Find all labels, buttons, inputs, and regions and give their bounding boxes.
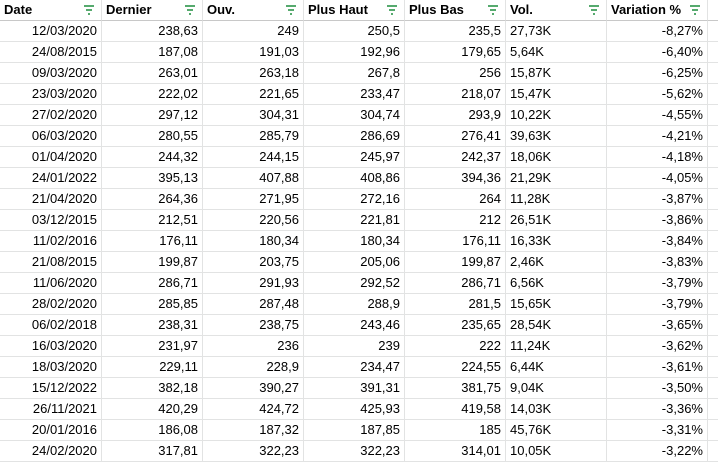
cell-vol[interactable]: 39,63K <box>506 126 607 147</box>
cell-plus-haut[interactable]: 267,8 <box>304 63 405 84</box>
cell-variation[interactable]: -3,62% <box>607 336 708 357</box>
cell-ouv[interactable]: 304,31 <box>203 105 304 126</box>
header-label-date: Date <box>4 2 33 17</box>
empty-cell[interactable] <box>708 336 718 357</box>
header-label-dernier: Dernier <box>106 2 152 17</box>
table-row <box>0 315 718 336</box>
cell-ouv[interactable]: 228,9 <box>203 357 304 378</box>
header-cell-variation[interactable] <box>607 0 708 21</box>
cell-vol[interactable]: 14,03K <box>506 399 607 420</box>
cell-vol[interactable]: 45,76K <box>506 420 607 441</box>
cell-ouv[interactable]: 238,75 <box>203 315 304 336</box>
empty-cell[interactable] <box>708 378 718 399</box>
table-row <box>0 336 718 357</box>
table-row <box>0 231 718 252</box>
cell-variation[interactable]: -6,40% <box>607 42 708 63</box>
cell-date[interactable]: 21/04/2020 <box>0 189 102 210</box>
cell-vol[interactable]: 26,51K <box>506 210 607 231</box>
cell-variation[interactable]: -3,61% <box>607 357 708 378</box>
cell-plus-haut[interactable]: 288,9 <box>304 294 405 315</box>
empty-cell[interactable] <box>708 315 718 336</box>
cell-ouv[interactable]: 191,03 <box>203 42 304 63</box>
cell-date[interactable]: 15/12/2022 <box>0 378 102 399</box>
empty-cell[interactable] <box>708 399 718 420</box>
cell-dernier[interactable]: 222,02 <box>102 84 203 105</box>
cell-plus-haut[interactable]: 180,34 <box>304 231 405 252</box>
cell-plus-haut[interactable]: 239 <box>304 336 405 357</box>
empty-cell[interactable] <box>708 126 718 147</box>
cell-dernier[interactable]: 297,12 <box>102 105 203 126</box>
cell-dernier[interactable]: 238,31 <box>102 315 203 336</box>
cell-variation[interactable]: -4,55% <box>607 105 708 126</box>
cell-plus-bas[interactable]: 276,41 <box>405 126 506 147</box>
cell-dernier[interactable]: 382,18 <box>102 378 203 399</box>
cell-plus-bas[interactable]: 314,01 <box>405 441 506 462</box>
cell-vol[interactable]: 10,22K <box>506 105 607 126</box>
cell-plus-bas[interactable]: 185 <box>405 420 506 441</box>
cell-plus-bas[interactable]: 281,5 <box>405 294 506 315</box>
cell-vol[interactable]: 6,44K <box>506 357 607 378</box>
cell-ouv[interactable]: 220,56 <box>203 210 304 231</box>
cell-ouv[interactable]: 203,75 <box>203 252 304 273</box>
empty-cell[interactable] <box>708 168 718 189</box>
table-row <box>0 168 718 189</box>
cell-ouv[interactable]: 322,23 <box>203 441 304 462</box>
cell-plus-haut[interactable]: 304,74 <box>304 105 405 126</box>
cell-plus-bas[interactable]: 286,71 <box>405 273 506 294</box>
cell-date[interactable]: 06/02/2018 <box>0 315 102 336</box>
cell-dernier[interactable]: 199,87 <box>102 252 203 273</box>
cell-ouv[interactable]: 407,88 <box>203 168 304 189</box>
cell-ouv[interactable]: 424,72 <box>203 399 304 420</box>
header-cell-ouv[interactable] <box>203 0 304 21</box>
cell-vol[interactable]: 18,06K <box>506 147 607 168</box>
cell-dernier[interactable]: 286,71 <box>102 273 203 294</box>
empty-cell[interactable] <box>708 63 718 84</box>
cell-plus-bas[interactable]: 235,5 <box>405 21 506 42</box>
empty-cell[interactable] <box>708 21 718 42</box>
cell-ouv[interactable]: 287,48 <box>203 294 304 315</box>
cell-variation[interactable]: -3,87% <box>607 189 708 210</box>
cell-plus-haut[interactable]: 221,81 <box>304 210 405 231</box>
filter-icon[interactable] <box>588 4 600 16</box>
cell-vol[interactable]: 11,28K <box>506 189 607 210</box>
cell-vol[interactable]: 27,73K <box>506 21 607 42</box>
cell-ouv[interactable]: 180,34 <box>203 231 304 252</box>
cell-dernier[interactable]: 395,13 <box>102 168 203 189</box>
filter-icon[interactable] <box>689 4 701 16</box>
cell-plus-haut[interactable]: 233,47 <box>304 84 405 105</box>
cell-variation[interactable]: -3,79% <box>607 294 708 315</box>
cell-vol[interactable]: 16,33K <box>506 231 607 252</box>
empty-cell[interactable] <box>708 189 718 210</box>
cell-ouv[interactable]: 271,95 <box>203 189 304 210</box>
cell-date[interactable]: 03/12/2015 <box>0 210 102 231</box>
cell-variation[interactable]: -3,79% <box>607 273 708 294</box>
cell-variation[interactable]: -6,25% <box>607 63 708 84</box>
cell-vol[interactable]: 11,24K <box>506 336 607 357</box>
table-row <box>0 42 718 63</box>
cell-plus-bas[interactable]: 218,07 <box>405 84 506 105</box>
table-row <box>0 84 718 105</box>
filter-icon[interactable] <box>285 4 297 16</box>
cell-date[interactable]: 09/03/2020 <box>0 63 102 84</box>
filter-icon[interactable] <box>83 4 95 16</box>
cell-date[interactable]: 21/08/2015 <box>0 252 102 273</box>
cell-plus-bas[interactable]: 224,55 <box>405 357 506 378</box>
table-row <box>0 210 718 231</box>
cell-plus-bas[interactable]: 199,87 <box>405 252 506 273</box>
cell-ouv[interactable]: 187,32 <box>203 420 304 441</box>
cell-date[interactable]: 27/02/2020 <box>0 105 102 126</box>
empty-cell[interactable] <box>708 357 718 378</box>
cell-plus-haut[interactable]: 234,47 <box>304 357 405 378</box>
cell-plus-bas[interactable]: 176,11 <box>405 231 506 252</box>
filter-icon[interactable] <box>184 4 196 16</box>
empty-cell[interactable] <box>708 84 718 105</box>
cell-plus-bas[interactable]: 179,65 <box>405 42 506 63</box>
cell-date[interactable]: 18/03/2020 <box>0 357 102 378</box>
cell-plus-bas[interactable]: 222 <box>405 336 506 357</box>
cell-date[interactable]: 24/01/2022 <box>0 168 102 189</box>
header-label-ouv: Ouv. <box>207 2 235 17</box>
cell-variation[interactable]: -3,31% <box>607 420 708 441</box>
cell-dernier[interactable]: 212,51 <box>102 210 203 231</box>
table-row <box>0 357 718 378</box>
cell-dernier[interactable]: 229,11 <box>102 357 203 378</box>
cell-vol[interactable]: 9,04K <box>506 378 607 399</box>
header-cell-dernier[interactable] <box>102 0 203 21</box>
empty-cell[interactable] <box>708 231 718 252</box>
cell-plus-bas[interactable]: 394,36 <box>405 168 506 189</box>
header-cell-plus-haut[interactable] <box>304 0 405 21</box>
cell-variation[interactable]: -8,27% <box>607 21 708 42</box>
cell-vol[interactable]: 15,87K <box>506 63 607 84</box>
cell-plus-haut[interactable]: 192,96 <box>304 42 405 63</box>
header-label-plus-bas: Plus Bas <box>409 2 464 17</box>
cell-plus-haut[interactable]: 243,46 <box>304 315 405 336</box>
cell-dernier[interactable]: 317,81 <box>102 441 203 462</box>
cell-date[interactable]: 01/04/2020 <box>0 147 102 168</box>
cell-plus-bas[interactable]: 381,75 <box>405 378 506 399</box>
cell-plus-haut[interactable]: 205,06 <box>304 252 405 273</box>
header-label-variation: Variation % <box>611 2 682 17</box>
table-row <box>0 273 718 294</box>
cell-variation[interactable]: -3,22% <box>607 441 708 462</box>
cell-date[interactable]: 11/02/2016 <box>0 231 102 252</box>
cell-date[interactable]: 28/02/2020 <box>0 294 102 315</box>
cell-variation[interactable]: -5,62% <box>607 84 708 105</box>
table-row <box>0 294 718 315</box>
cell-date[interactable]: 24/02/2020 <box>0 441 102 462</box>
table-row <box>0 105 718 126</box>
empty-cell[interactable] <box>708 42 718 63</box>
cell-plus-bas[interactable]: 256 <box>405 63 506 84</box>
table-row <box>0 126 718 147</box>
header-label-vol: Vol. <box>510 2 533 17</box>
cell-plus-haut[interactable]: 272,16 <box>304 189 405 210</box>
cell-plus-haut[interactable]: 408,86 <box>304 168 405 189</box>
cell-date[interactable]: 11/06/2020 <box>0 273 102 294</box>
cell-dernier[interactable]: 176,11 <box>102 231 203 252</box>
cell-date[interactable]: 20/01/2016 <box>0 420 102 441</box>
table-row <box>0 441 718 462</box>
empty-cell[interactable] <box>708 420 718 441</box>
header-cell-plus-bas[interactable] <box>405 0 506 21</box>
cell-variation[interactable]: -3,36% <box>607 399 708 420</box>
cell-ouv[interactable]: 249 <box>203 21 304 42</box>
cell-plus-bas[interactable]: 212 <box>405 210 506 231</box>
cell-plus-haut[interactable]: 250,5 <box>304 21 405 42</box>
cell-variation[interactable]: -3,50% <box>607 378 708 399</box>
cell-plus-bas[interactable]: 235,65 <box>405 315 506 336</box>
cell-dernier[interactable]: 420,29 <box>102 399 203 420</box>
cell-dernier[interactable]: 263,01 <box>102 63 203 84</box>
cell-plus-haut[interactable]: 292,52 <box>304 273 405 294</box>
cell-variation[interactable]: -3,84% <box>607 231 708 252</box>
cell-plus-bas[interactable]: 293,9 <box>405 105 506 126</box>
cell-ouv[interactable]: 263,18 <box>203 63 304 84</box>
cell-plus-bas[interactable]: 264 <box>405 189 506 210</box>
cell-vol[interactable]: 2,46K <box>506 252 607 273</box>
cell-plus-haut[interactable]: 391,31 <box>304 378 405 399</box>
cell-date[interactable]: 23/03/2020 <box>0 84 102 105</box>
cell-vol[interactable]: 10,05K <box>506 441 607 462</box>
cell-plus-haut[interactable]: 425,93 <box>304 399 405 420</box>
cell-dernier[interactable]: 238,63 <box>102 21 203 42</box>
table-row <box>0 147 718 168</box>
cell-vol[interactable]: 15,65K <box>506 294 607 315</box>
cell-vol[interactable]: 5,64K <box>506 42 607 63</box>
cell-dernier[interactable]: 244,32 <box>102 147 203 168</box>
table-row <box>0 63 718 84</box>
cell-plus-bas[interactable]: 419,58 <box>405 399 506 420</box>
empty-cell[interactable] <box>708 294 718 315</box>
cell-vol[interactable]: 28,54K <box>506 315 607 336</box>
cell-plus-bas[interactable]: 242,37 <box>405 147 506 168</box>
filter-icon[interactable] <box>487 4 499 16</box>
cell-plus-haut[interactable]: 322,23 <box>304 441 405 462</box>
table-row <box>0 420 718 441</box>
cell-vol[interactable]: 6,56K <box>506 273 607 294</box>
cell-plus-haut[interactable]: 286,69 <box>304 126 405 147</box>
empty-cell[interactable] <box>708 210 718 231</box>
empty-cell[interactable] <box>708 0 718 21</box>
cell-variation[interactable]: -3,65% <box>607 315 708 336</box>
cell-date[interactable]: 26/11/2021 <box>0 399 102 420</box>
cell-variation[interactable]: -4,21% <box>607 126 708 147</box>
empty-cell[interactable] <box>708 147 718 168</box>
header-label-plus-haut: Plus Haut <box>308 2 368 17</box>
table-row <box>0 252 718 273</box>
cell-date[interactable]: 24/08/2015 <box>0 42 102 63</box>
cell-vol[interactable]: 15,47K <box>506 84 607 105</box>
cell-dernier[interactable]: 280,55 <box>102 126 203 147</box>
empty-cell[interactable] <box>708 105 718 126</box>
header-cell-vol[interactable] <box>506 0 607 21</box>
cell-variation[interactable]: -4,05% <box>607 168 708 189</box>
cell-plus-haut[interactable]: 245,97 <box>304 147 405 168</box>
cell-variation[interactable]: -4,18% <box>607 147 708 168</box>
cell-date[interactable]: 06/03/2020 <box>0 126 102 147</box>
cell-dernier[interactable]: 187,08 <box>102 42 203 63</box>
cell-dernier[interactable]: 231,97 <box>102 336 203 357</box>
cell-ouv[interactable]: 244,15 <box>203 147 304 168</box>
cell-date[interactable]: 16/03/2020 <box>0 336 102 357</box>
cell-dernier[interactable]: 186,08 <box>102 420 203 441</box>
empty-cell[interactable] <box>708 252 718 273</box>
table-row <box>0 399 718 420</box>
cell-ouv[interactable]: 390,27 <box>203 378 304 399</box>
filter-icon[interactable] <box>386 4 398 16</box>
cell-dernier[interactable]: 264,36 <box>102 189 203 210</box>
table-row <box>0 378 718 399</box>
cell-ouv[interactable]: 221,65 <box>203 84 304 105</box>
cell-ouv[interactable]: 236 <box>203 336 304 357</box>
cell-variation[interactable]: -3,86% <box>607 210 708 231</box>
table-row <box>0 21 718 42</box>
cell-vol[interactable]: 21,29K <box>506 168 607 189</box>
empty-cell[interactable] <box>708 273 718 294</box>
empty-cell[interactable] <box>708 441 718 462</box>
cell-ouv[interactable]: 291,93 <box>203 273 304 294</box>
table-row <box>0 189 718 210</box>
cell-date[interactable]: 12/03/2020 <box>0 21 102 42</box>
cell-ouv[interactable]: 285,79 <box>203 126 304 147</box>
header-row <box>0 0 718 21</box>
cell-variation[interactable]: -3,83% <box>607 252 708 273</box>
cell-plus-haut[interactable]: 187,85 <box>304 420 405 441</box>
header-cell-date[interactable] <box>0 0 102 21</box>
cell-dernier[interactable]: 285,85 <box>102 294 203 315</box>
